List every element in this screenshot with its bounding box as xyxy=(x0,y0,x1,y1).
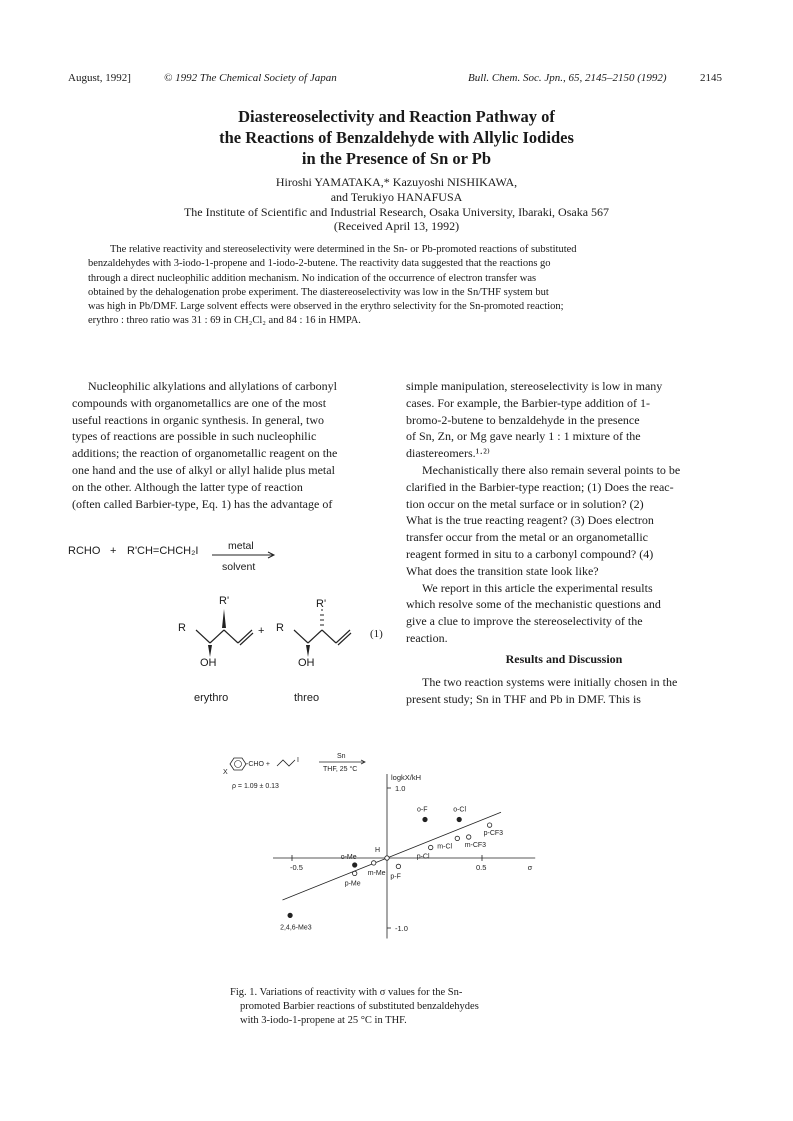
label-erythro: erythro xyxy=(194,692,229,704)
eq-reaction-arrow xyxy=(210,550,280,560)
text-line: compounds with organometallics are one of the most xyxy=(72,395,327,410)
text-line: useful reactions in organic synthesis. In general, two xyxy=(72,412,325,427)
rho-value: ρ = 1.09 ± 0.13 xyxy=(232,783,279,790)
abstract-line: erythro : threo ratio was 31 : 69 in CH₂Cl₂ and 84 : 16 in HMPA. xyxy=(88,315,361,327)
abstract-line: benzaldehydes with 3-iodo-1-propene and 1-iodo-2-butene. The reactivity data suggested that the reactions go xyxy=(88,258,551,270)
eq-plus: + xyxy=(110,545,117,557)
scheme-conditions: THF, 25 °C xyxy=(323,766,358,773)
eq-substituent-r-prime: R' xyxy=(219,595,230,607)
caption-line: Fig. 1. Variations of reactivity with σ values for the Sn- xyxy=(230,987,463,998)
affiliation: The Institute of Scientific and Industrial Research, Osaka University, Ibaraki, Osaka 567 xyxy=(183,205,610,219)
scheme-substituent-x: X xyxy=(223,769,228,776)
axes xyxy=(273,773,535,939)
abstract-line: obtained by the dehalogenation probe experiment. The diastereoselectivity was low in the Sn/THF system but xyxy=(88,286,549,298)
text-line: clarified in the Barbier-type reaction; (1) Does the reac- xyxy=(406,479,674,494)
point-label: o-Me xyxy=(340,854,357,861)
abstract xyxy=(88,243,700,329)
right-column-text-2 xyxy=(406,674,722,708)
text-line: We report in this article the experimental results xyxy=(422,580,653,595)
eq-r-group: R xyxy=(178,622,186,634)
x-axis-label: σ xyxy=(527,863,533,872)
point-label: o-Cl xyxy=(453,806,467,814)
eq-hydroxyl: OH xyxy=(200,657,217,669)
text-line: tion occur on the metal surface or in solution? (2) xyxy=(406,496,644,511)
text-line: additions; the reaction of organometallic reagent on the xyxy=(72,446,338,461)
text-line: on the other. Although the latter type of reaction xyxy=(72,479,303,494)
text-line: Nucleophilic alkylations and allylations of carbonyl xyxy=(88,379,337,393)
text-line: types of reactions are possible in such nucleophilic xyxy=(72,429,317,444)
reaction-scheme xyxy=(223,753,365,776)
text-line: give a clue to improve the stereoselectivity of the xyxy=(406,614,643,629)
text-line: reaction. xyxy=(406,630,448,645)
text-line: cases. For example, the Barbier-type addition of 1- xyxy=(406,395,651,410)
x-tick-label: 0.5 xyxy=(476,863,487,872)
eq-reactant1: RCHO xyxy=(68,545,101,557)
text-line: The two reaction systems were initially chosen in the xyxy=(422,675,678,689)
eq-arrow-top: metal xyxy=(228,540,254,552)
point-label: p-F xyxy=(390,873,401,881)
text-line: What is the true reacting reagent? (3) Does electron xyxy=(406,513,654,528)
abstract-line: was high in Pb/DMF. Large solvent effects were observed in the erythro selectivity for the Sn-promoted reaction; xyxy=(88,301,564,313)
point-label: m-Cl xyxy=(437,843,453,851)
figure-caption xyxy=(230,986,570,1028)
point-o-f xyxy=(423,817,427,821)
text-line: which resolve some of the mechanistic questions and xyxy=(406,597,661,612)
eq-substituent-r-prime: R' xyxy=(316,598,327,610)
section-heading: Results and Discussion xyxy=(505,652,623,666)
point-label: p-Me xyxy=(344,880,361,888)
left-column-text xyxy=(72,378,384,512)
header-copyright: © 1992 The Chemical Society of Japan xyxy=(164,72,337,84)
text-line: one hand and the use of alkyl or allyl halide plus metal xyxy=(72,462,335,477)
abstract-line: through a direct nucleophilic addition mechanism. No indication of the occurrence of electron transfer was xyxy=(88,272,537,284)
point-p-cl xyxy=(429,845,433,849)
header-page-number: 2145 xyxy=(700,72,722,84)
eq-r-group: R xyxy=(276,622,284,634)
text-line: transfer occur from the metal or an organometallic xyxy=(406,530,649,545)
scheme-metal: Sn xyxy=(337,753,346,760)
scheme-reagent: -CHO + xyxy=(246,761,270,768)
scheme-iodide: I xyxy=(297,757,299,764)
point-m-me xyxy=(372,861,376,865)
point-2-4-6-me3 xyxy=(288,913,292,917)
text-line: simple manipulation, stereoselectivity is low in many xyxy=(406,379,663,393)
text-line: of Sn, Zn, or Mg gave nearly 1 : 1 mixture of the xyxy=(406,429,641,444)
aromatic-circle xyxy=(235,761,242,768)
header-date: August, 1992] xyxy=(68,72,131,84)
y-axis-label: logkX/kH xyxy=(391,773,422,782)
y-tick-label: 1.0 xyxy=(395,784,406,793)
received-date: (Received April 13, 1992) xyxy=(333,219,460,233)
y-tick-label: -1.0 xyxy=(395,924,408,933)
point-label: p-Cl xyxy=(416,853,430,861)
caption-line: promoted Barbier reactions of substituted benzaldehydes xyxy=(240,1001,479,1012)
header-journal: Bull. Chem. Soc. Jpn., 65, 2145–2150 (1992) xyxy=(468,72,667,84)
eq-reactant2: R'CH=CHCH₂I xyxy=(127,545,199,557)
right-column-text xyxy=(406,378,722,647)
label-threo: threo xyxy=(294,692,320,704)
point-label: m-Me xyxy=(367,869,386,877)
text-line: present study; Sn in THF and Pb in DMF. This is xyxy=(406,691,641,706)
text-line: What does the transition state look like? xyxy=(406,563,599,578)
title-line: in the Presence of Sn or Pb xyxy=(301,149,492,168)
point-h xyxy=(385,856,389,860)
abstract-line: The relative reactivity and stereoselectivity were determined in the Sn- or Pb-promoted reactions of substituted xyxy=(110,244,577,255)
eq-hydroxyl: OH xyxy=(298,657,315,669)
point-label: o-F xyxy=(417,806,428,814)
point-m-cl xyxy=(455,836,459,840)
caption-line: with 3-iodo-1-propene at 25 °C in THF. xyxy=(240,1015,407,1026)
article-title xyxy=(0,106,793,169)
point-o-me xyxy=(353,863,357,867)
eq-arrow-bottom: solvent xyxy=(222,561,256,573)
text-line: diastereomers.¹·²⁾ xyxy=(406,446,490,461)
title-line: the Reactions of Benzaldehyde with Allylic Iodides xyxy=(219,128,574,147)
point-p-me xyxy=(353,871,357,875)
figure-1-chart xyxy=(215,738,585,966)
point-p-cf3 xyxy=(487,823,491,827)
point-label: 2,4,6-Me3 xyxy=(280,924,312,932)
authors-line-1: Hiroshi YAMATAKA,* Kazuyoshi NISHIKAWA, xyxy=(275,175,518,189)
text-line: Mechanistically there also remain several points to be xyxy=(422,462,681,477)
authors-line-2: and Terukiyo HANAFUSA xyxy=(330,190,463,204)
point-o-cl xyxy=(457,817,461,821)
equation-number: (1) xyxy=(370,628,383,640)
text-line: reagent formed in situ to a carbonyl compound? (4) xyxy=(406,546,654,561)
fit-line xyxy=(283,812,502,900)
allyl-chain xyxy=(277,760,295,766)
point-label: m-CF3 xyxy=(464,842,487,849)
eq-plus: + xyxy=(258,625,265,637)
point-m-cf3 xyxy=(467,835,471,839)
text-line: bromo-2-butene to benzaldehyde in the presence xyxy=(406,412,640,427)
point-label: H xyxy=(375,847,381,854)
title-line: Diastereoselectivity and Reaction Pathway of xyxy=(238,107,555,126)
point-label: p-CF3 xyxy=(483,830,504,838)
point-p-f xyxy=(396,864,400,868)
x-tick-label: -0.5 xyxy=(290,863,303,872)
data-points xyxy=(280,807,503,932)
regression-line xyxy=(283,812,502,900)
text-line: (often called Barbier-type, Eq. 1) has the advantage of xyxy=(72,496,333,511)
benzene-ring-icon xyxy=(230,758,246,770)
